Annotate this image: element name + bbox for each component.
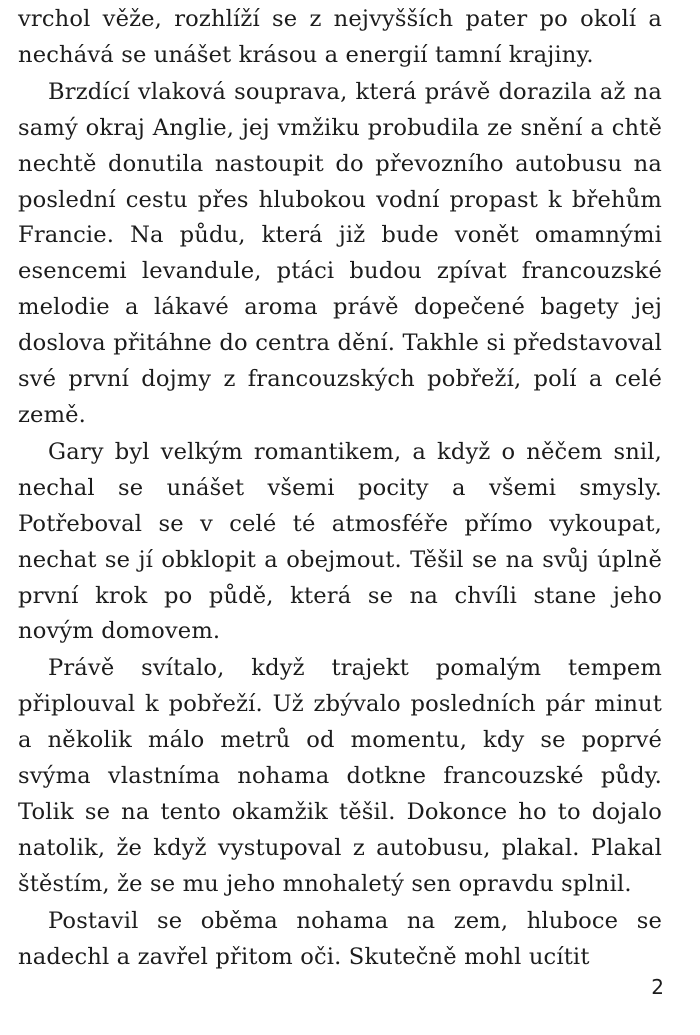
paragraph-3: Gary byl velkým romantikem, a když o něčem snil, nechal se unášet všemi pocity a všemi smysly. Potřeboval se v celé té atmosféře přímo vykoupat, nechat se jí obklopit a obejmout. Těšil se na svůj úplně první krok po půdě, která se na chvíli stane jeho novým domovem. [18,438,662,645]
paragraph-1: vrchol věže, rozhlíží se z nejvyšších pater po okolí a nechává se unášet krásou a energií tamní krajiny. [18,6,662,68]
paragraph-5: Postavil se oběma nohama na zem, hluboce se nadechl a zavřel přitom oči. Skutečně mohl ucítit [18,907,662,970]
paragraph-2: Brzdící vlaková souprava, která právě dorazila až na samý okraj Anglie, jej vmžiku probudila ze snění a chtě nechtě donutila nastoupit do převozního autobusu na poslední cestu přes hlubokou vodní propast k břehům Francie. Na půdu, která již bude vonět omamnými esencemi levandule, ptáci budou zpívat francouzské melodie a lákavé aroma právě dopečené bagety jej doslova přitáhne do centra dění. Takhle si představoval své první dojmy z francouzských pobřeží, polí a celé země. [18,78,662,428]
paragraph-4: Právě svítalo, když trajekt pomalým tempem připlouval k pobřeží. Už zbývalo posledních pár minut a několik málo metrů od momentu, kdy se poprvé svýma vlastníma nohama dotkne francouzské půdy. Tolik se na tento okamžik těšil. Dokonce ho to dojalo natolik, že když vystupoval z autobusu, plakal. Plakal štěstím, že se mu jeho mnohaletý sen opravdu splnil. [18,655,662,897]
page-number: 2 [651,975,664,999]
page-body [18,0,662,975]
